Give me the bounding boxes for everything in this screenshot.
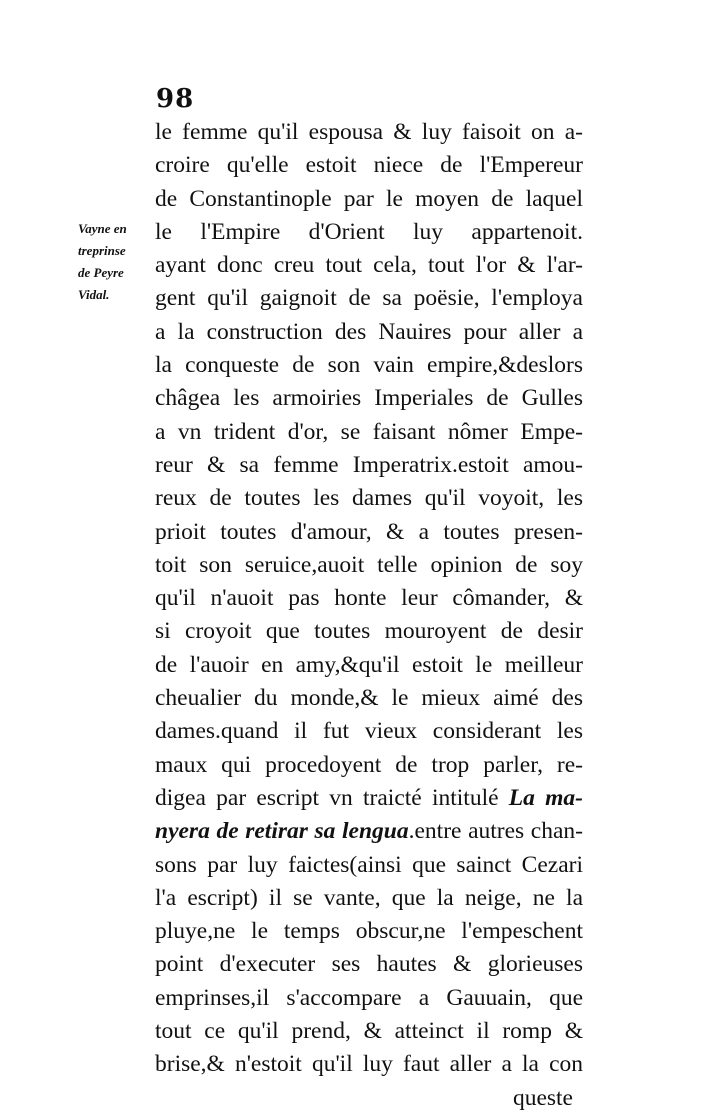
margin-note-line: de Peyre bbox=[78, 265, 124, 280]
text-line: reux de toutes les dames qu'il voyoit, les bbox=[155, 485, 583, 512]
text-line: reur & sa femme Imperatrix.estoit amou- bbox=[155, 451, 583, 478]
text-line: maux qui procedoyent de trop parler, re- bbox=[155, 751, 583, 778]
text-line: pluye,ne le temps obscur,ne l'empeschent bbox=[155, 918, 583, 945]
text-line: a vn trident d'or, se faisant nômer Empe- bbox=[155, 418, 583, 445]
margin-note-line: treprinse bbox=[78, 243, 126, 258]
text-line: cheualier du monde,& le mieux aimé des bbox=[155, 685, 583, 712]
text-line: châgea les armoiries Imperiales de Gulles bbox=[155, 385, 583, 412]
text-line: brise,& n'estoit qu'il luy faut aller a la con bbox=[155, 1051, 583, 1078]
catchword: queste bbox=[512, 1084, 573, 1111]
text-line: le l'Empire d'Orient luy appartenoit. bbox=[155, 218, 583, 245]
text-line: qu'il n'auoit pas honte leur cômander, & bbox=[155, 585, 583, 612]
text-line: si croyoit que toutes mouroyent de desir bbox=[155, 618, 583, 645]
text-line: l'a escript) il se vante, que la neige, ne la bbox=[155, 884, 583, 911]
main-text-block bbox=[155, 116, 583, 1115]
text-line: croire qu'elle estoit niece de l'Empereur bbox=[155, 152, 583, 179]
margin-note-line: Vidal. bbox=[78, 287, 110, 302]
text-line: gent qu'il gaignoit de sa poësie, l'employa bbox=[155, 285, 583, 312]
text-line: toit son seruice,auoit telle opinion de soy bbox=[155, 551, 583, 578]
text-line: prioit toutes d'amour, & a toutes presen- bbox=[155, 518, 583, 545]
text-line: digea par escript vn traicté intitulé La ma- bbox=[155, 784, 583, 811]
text-line: le femme qu'il espousa & luy faisoit on a- bbox=[155, 119, 583, 145]
text-line: dames.quand il fut vieux considerant les bbox=[155, 718, 583, 745]
text-line: sons par luy faictes(ainsi que sainct Cezari bbox=[155, 851, 583, 878]
book-title-italic: nyera de retirar sa lengua bbox=[155, 818, 409, 845]
text-line: la conqueste de son vain empire,&deslors bbox=[155, 352, 583, 379]
text-line: ayant donc creu tout cela, tout l'or & l'ar- bbox=[155, 252, 583, 279]
text-line: de Constantinople par le moyen de laquel bbox=[155, 185, 583, 212]
page-number: 98 bbox=[156, 84, 195, 114]
book-title-italic: La ma- bbox=[508, 784, 583, 811]
text-line: emprinses,il s'accompare a Gauuain, que bbox=[155, 984, 583, 1011]
text-line: point d'executer ses hautes & glorieuses bbox=[155, 951, 583, 978]
text-line: nyera de retirar sa lengua.entre autres chan- bbox=[155, 818, 583, 845]
text-line: tout ce qu'il prend, & atteinct il romp & bbox=[155, 1018, 583, 1045]
margin-note-line: Vayne en bbox=[78, 221, 127, 236]
text-line: a la construction des Nauires pour aller a bbox=[155, 318, 583, 345]
text-line: de l'auoir en amy,&qu'il estoit le meilleur bbox=[155, 651, 583, 678]
margin-note bbox=[78, 218, 150, 306]
